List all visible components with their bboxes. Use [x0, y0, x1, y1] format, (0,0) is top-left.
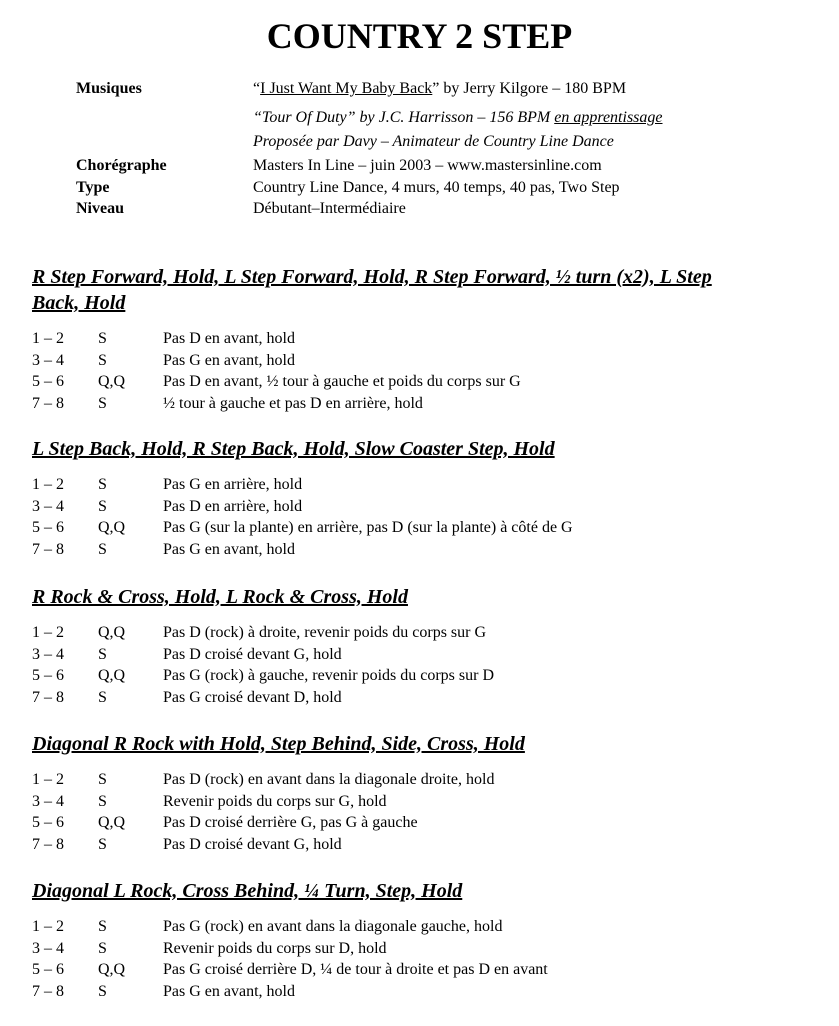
- step-timing: Q,Q: [98, 519, 126, 536]
- step-count: 5 – 6: [32, 961, 64, 978]
- step-row: [32, 517, 812, 539]
- step-timing: S: [98, 939, 107, 957]
- step-count: 1 – 2: [32, 624, 64, 641]
- step-timing: S: [98, 982, 107, 1000]
- step-row: [32, 350, 812, 372]
- step-description: Revenir poids du corps sur D, hold: [163, 939, 387, 957]
- step-description: Pas G croisé devant D, hold: [163, 688, 342, 706]
- section-5: [32, 878, 812, 1002]
- step-timing: Q,Q: [98, 961, 126, 978]
- section-title: R Step Forward, Hold, L Step Forward, Hold, R Step Forward, ½ turn (x2), L Step: [32, 266, 712, 288]
- step-row: [32, 981, 812, 1003]
- step-row: [32, 665, 812, 687]
- step-count: 1 – 2: [32, 330, 64, 347]
- step-count: 7 – 8: [32, 394, 64, 412]
- step-description: Pas G croisé derrière D, ¼ de tour à droite et pas D en avant: [163, 961, 548, 978]
- step-timing: S: [98, 688, 107, 706]
- step-count: 7 – 8: [32, 982, 64, 1000]
- step-timing: S: [98, 394, 107, 412]
- step-count: 5 – 6: [32, 667, 64, 684]
- step-description: Pas D (rock) en avant dans la diagonale droite, hold: [163, 771, 495, 788]
- step-count: 5 – 6: [32, 373, 64, 390]
- step-description: Pas G (rock) à gauche, revenir poids du corps sur D: [163, 667, 495, 684]
- step-timing: S: [98, 476, 107, 493]
- step-row: [32, 496, 812, 518]
- step-count: 1 – 2: [32, 476, 64, 493]
- step-list: [32, 622, 812, 708]
- step-row: [32, 959, 812, 981]
- music-2-sub: Proposée par Davy – Animateur de Country Line Dance: [253, 133, 614, 150]
- step-timing: S: [98, 645, 107, 663]
- step-row: [32, 769, 812, 791]
- step-timing: S: [98, 330, 107, 347]
- step-count: 1 – 2: [32, 918, 64, 935]
- step-count: 3 – 4: [32, 645, 64, 663]
- step-list: [32, 916, 812, 1002]
- step-row: [32, 834, 812, 856]
- step-row: [32, 328, 812, 350]
- step-timing: S: [98, 835, 107, 853]
- step-count: 1 – 2: [32, 771, 64, 788]
- step-count: 3 – 4: [32, 497, 64, 515]
- step-description: Pas D croisé devant G, hold: [163, 645, 342, 663]
- level-label: Niveau: [76, 200, 124, 217]
- step-count: 5 – 6: [32, 814, 64, 831]
- step-count: 3 – 4: [32, 792, 64, 810]
- step-row: [32, 687, 812, 709]
- step-timing: Q,Q: [98, 667, 126, 684]
- step-timing: S: [98, 540, 107, 558]
- step-count: 7 – 8: [32, 688, 64, 706]
- step-description: Pas G en arrière, hold: [163, 476, 303, 493]
- type-label: Type: [76, 179, 110, 196]
- step-count: 3 – 4: [32, 939, 64, 957]
- step-list: [32, 769, 812, 855]
- step-timing: Q,Q: [98, 373, 126, 390]
- level-value: Débutant–Intermédiaire: [253, 200, 406, 217]
- step-row: [32, 791, 812, 813]
- step-row: [32, 622, 812, 644]
- step-list: [32, 328, 812, 414]
- choreographer-label: Chorégraphe: [76, 157, 167, 174]
- step-list: [32, 474, 812, 560]
- step-timing: S: [98, 351, 107, 369]
- step-row: [32, 371, 812, 393]
- step-row: [32, 938, 812, 960]
- step-description: Pas D (rock) à droite, revenir poids du corps sur G: [163, 624, 487, 641]
- step-description: Pas D croisé devant G, hold: [163, 835, 342, 853]
- step-timing: S: [98, 771, 107, 788]
- step-description: Pas D croisé derrière G, pas G à gauche: [163, 814, 418, 831]
- step-timing: Q,Q: [98, 624, 126, 641]
- section-title: Diagonal R Rock with Hold, Step Behind, Side, Cross, Hold: [32, 733, 525, 755]
- music-1-open-quote: “: [253, 80, 261, 97]
- step-description: Pas G (rock) en avant dans la diagonale gauche, hold: [163, 918, 503, 935]
- music-1-artist: ” by Jerry Kilgore – 180 BPM: [432, 80, 627, 97]
- step-timing: S: [98, 792, 107, 810]
- step-description: Pas G en avant, hold: [163, 982, 295, 1000]
- music-1-song: I Just Want My Baby Back: [260, 80, 433, 97]
- section-title: Diagonal L Rock, Cross Behind, ¼ Turn, Step, Hold: [32, 880, 463, 902]
- step-row: [32, 474, 812, 496]
- step-description: Pas D en avant, ½ tour à gauche et poids du corps sur G: [163, 373, 521, 390]
- step-row: [32, 916, 812, 938]
- step-timing: Q,Q: [98, 814, 126, 831]
- section-1: [32, 264, 812, 414]
- section-2: [32, 436, 812, 560]
- step-description: ½ tour à gauche et pas D en arrière, hold: [163, 394, 423, 412]
- step-description: Pas G (sur la plante) en arrière, pas D (sur la plante) à côté de G: [163, 519, 573, 536]
- section-title: R Rock & Cross, Hold, L Rock & Cross, Hold: [32, 586, 408, 608]
- step-count: 7 – 8: [32, 540, 64, 558]
- step-description: Revenir poids du corps sur G, hold: [163, 792, 387, 810]
- step-timing: S: [98, 918, 107, 935]
- step-timing: S: [98, 497, 107, 515]
- music-label: Musiques: [76, 80, 142, 97]
- step-row: [32, 812, 812, 834]
- choreographer-value: Masters In Line – juin 2003 – www.mastersinline.com: [253, 157, 602, 174]
- step-count: 5 – 6: [32, 519, 64, 536]
- page-title: COUNTRY 2 STEP: [266, 16, 573, 56]
- section-3: [32, 584, 812, 708]
- music-1: [253, 80, 626, 98]
- music-2: [253, 109, 663, 127]
- music-2-main: “Tour Of Duty” by J.C. Harrisson – 156 BPM: [253, 109, 555, 126]
- section-title-line-2: Back, Hold: [32, 292, 126, 314]
- type-value: Country Line Dance, 4 murs, 40 temps, 40 pas, Two Step: [253, 179, 620, 196]
- step-description: Pas G en avant, hold: [163, 540, 295, 558]
- step-count: 3 – 4: [32, 351, 64, 369]
- step-description: Pas D en avant, hold: [163, 330, 295, 347]
- step-row: [32, 393, 812, 415]
- step-description: Pas D en arrière, hold: [163, 497, 303, 515]
- step-count: 7 – 8: [32, 835, 64, 853]
- step-description: Pas G en avant, hold: [163, 351, 295, 369]
- section-4: [32, 731, 812, 855]
- step-row: [32, 644, 812, 666]
- music-2-note: en apprentissage: [554, 109, 663, 126]
- section-title: L Step Back, Hold, R Step Back, Hold, Slow Coaster Step, Hold: [32, 438, 555, 460]
- step-row: [32, 539, 812, 561]
